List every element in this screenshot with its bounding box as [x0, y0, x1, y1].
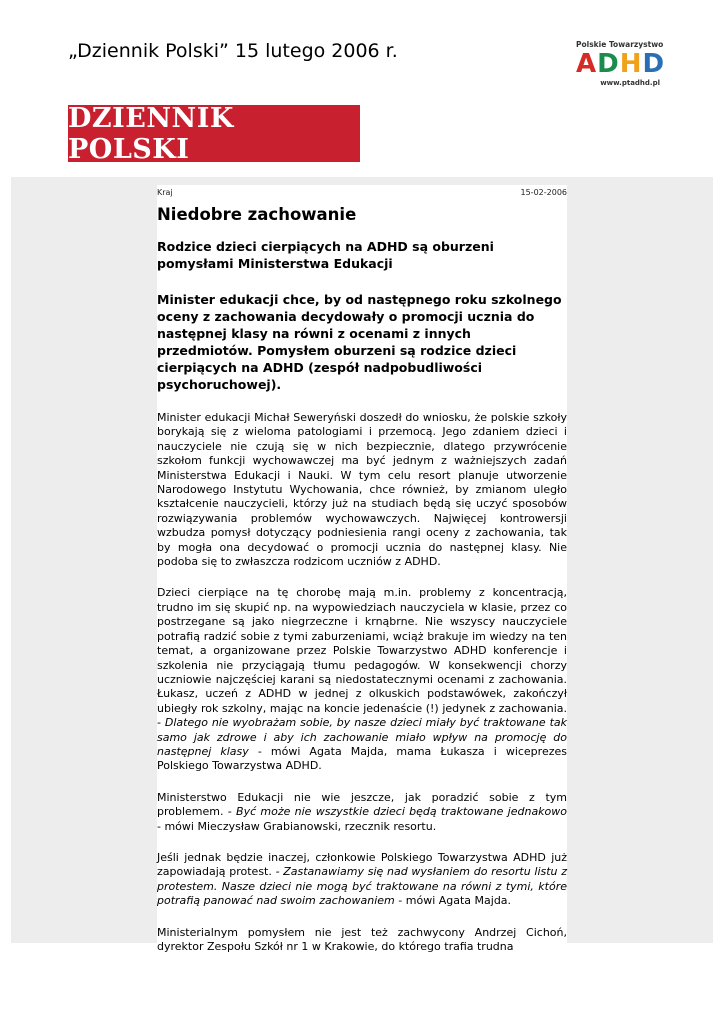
article	[157, 185, 568, 953]
logo-letter: A	[576, 49, 598, 79]
logo-letter: D	[642, 49, 666, 79]
document-heading: „Dziennik Polski” 15 lutego 2006 r.	[68, 40, 398, 62]
paragraph-text: Ministerstwo Edukacji nie wie jeszcze, jak poradzić sobie z tym problemem.	[157, 790, 567, 819]
paragraph-text: Jeśli jednak będzie inaczej, członkowie Polskiego Towarzystwa ADHD już zapowiadają protest.	[157, 850, 567, 879]
logo-org-name: Polskie Towarzystwo	[576, 40, 664, 49]
quote: - Być może nie wszystkie dzieci będą traktowane jednakowo	[227, 805, 568, 819]
newspaper-masthead	[68, 102, 360, 165]
article-meta	[157, 188, 567, 197]
logo-letter: H	[619, 49, 643, 79]
masthead-text: DZIENNIK POLSKI	[68, 102, 234, 165]
quote: - Dlatego nie wyobrażam sobie, by nasze dzieci miały być traktowane tak samo jak zdrowe i aby ich zachowanie miało wpływ na promocję do następnej klasy	[157, 716, 567, 758]
quote-attribution: - mówi Mieczysław Grabianowski, rzecznik resortu.	[157, 819, 437, 833]
article-paragraph	[157, 851, 567, 909]
article-paragraph	[157, 586, 567, 773]
article-paragraph: Ministerialnym pomysłem nie jest też zachwycony Andrzej Cichoń, dyrektor Zespołu Szkół nr 1 w Krakowie, do którego trafia trudna	[157, 925, 567, 953]
article-subtitle: Rodzice dzieci cierpiących na ADHD są oburzeni pomysłami Ministerstwa Edukacji	[157, 239, 494, 271]
article-paragraph: Minister edukacji Michał Seweryński doszedł do wniosku, że polskie szkoły borykają się z wieloma patologiami i przemocą. Jego zdaniem dzieci i nauczyciele nie czują się w nich bezpiecznie, dlatego przywrócenie szkołom funkcji wychowawczej ma być jednym z ważniejszych zadań Ministerstwa Edukacji i Nauki. W tym celu resort planuje utworzenie Narodowego Instytutu Wychowania, chce również, by zmianom uległo kształcenie nauczycieli, którzy już na studiach będą się uczyć sposobów rozwiązywania problemów wychowawczych. Najwięcej kontrowersji wzbudza pomysł dotyczący podniesienia rangi oceny z zachowania, tak by mogła ona decydować o promocji ucznia do następnej klasy. Nie podoba się to zwłaszcza rodzicom uczniów z ADHD.	[157, 411, 567, 569]
article-section: Kraj	[157, 188, 173, 197]
quote-attribution: - mówi Agata Majda, mama Łukasza i wiceprezes Polskiego Towarzystwa ADHD.	[157, 744, 567, 773]
quote-attribution: - mówi Agata Majda.	[398, 894, 512, 908]
logo-url: www.ptadhd.pl	[600, 79, 660, 87]
article-date: 15-02-2006	[520, 188, 567, 197]
quote: - Zastanawiamy się nad wysłaniem do resortu listu z protestem. Nasze dzieci nie mogą być traktowane na równi z tymi, które potrafią panować nad swoim zachowaniem	[157, 865, 567, 908]
paragraph-text: Dzieci cierpiące na tę chorobę mają m.in. problemy z koncentracją, trudno im się skupić np. na wypowiedziach nauczyciela w klasie, przez co postrzegane są jako niegrzeczne i krnąbrne. Nie wszyscy nauczyciele potrafią radzić sobie z tymi zaburzeniami, wciąż brakuje im wiedzy na ten temat, a organizowane przez Polskie Towarzystwo ADHD konferencje i szkolenia nie przyciągają tłumu pedagogów. W konsekwencji chorzy uczniowie najczęściej karani są niedostatecznymi ocenami z zachowania. Łukasz, uczeń z ADHD w jednej z olkuskich podstawówek, zakończył ubiegły rok szkolny, mając na koncie jedenaście (!) jedynek z zachowania.	[157, 586, 567, 715]
logo-letters	[576, 49, 666, 79]
article-lead: Minister edukacji chce, by od następnego roku szkolnego oceny z zachowania decydowały o promocji ucznia do następnej klasy na równi z ocenami z innych przedmiotów. Pomysłem oburzeni są rodzice dzieci cierpiących na ADHD (zespół nadpobudliwości psychoruchowej).	[157, 292, 562, 392]
article-paragraph	[157, 791, 567, 834]
logo-letter: D	[597, 49, 620, 79]
ptadhd-logo	[576, 40, 666, 87]
article-title: Niedobre zachowanie	[157, 205, 357, 224]
